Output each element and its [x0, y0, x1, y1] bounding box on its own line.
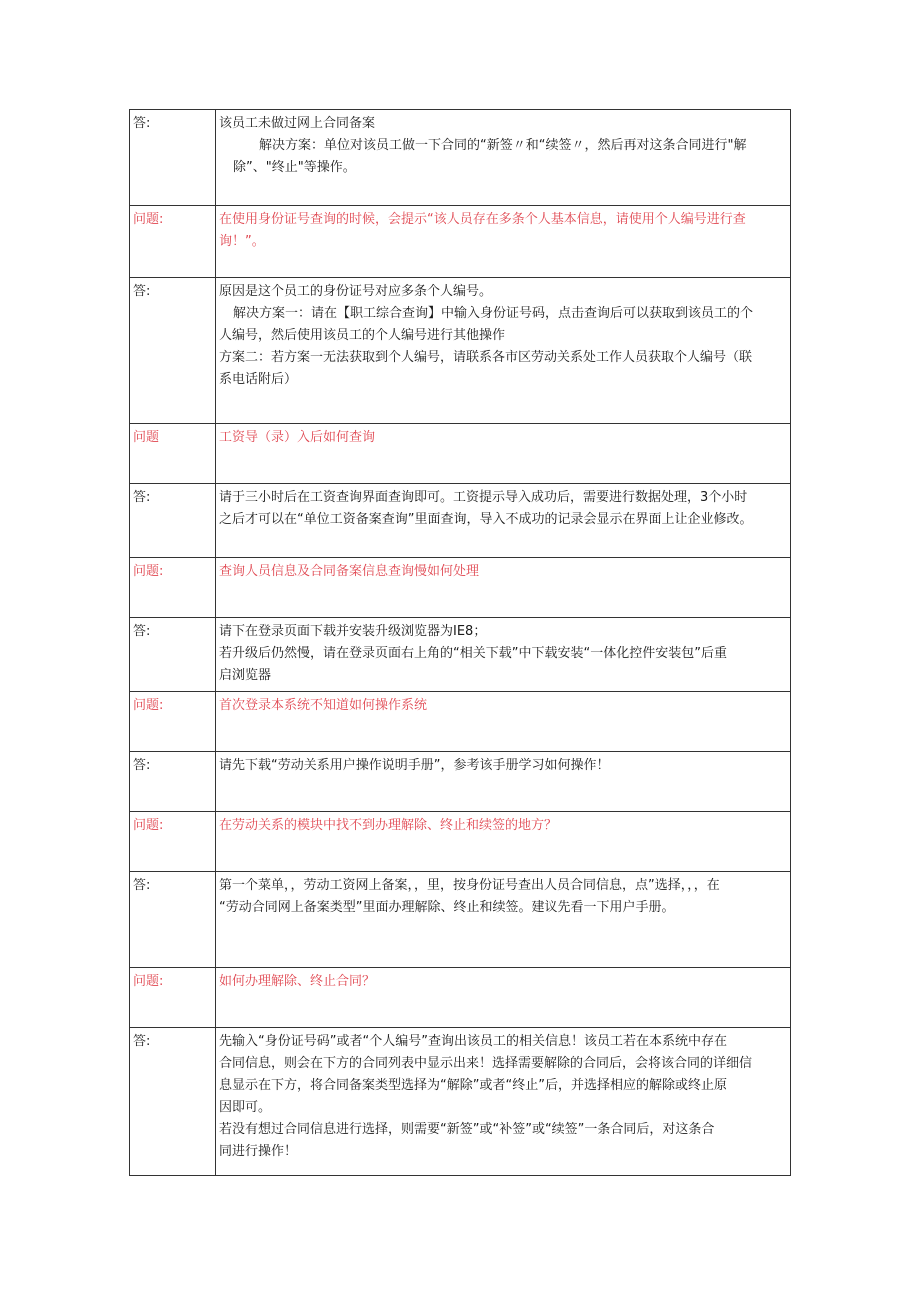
answer-text [216, 278, 791, 424]
text-line: 若没有想过合同信息进行选择，则需要“新签”或“补签”或“续签”一条合同后，对这条合 [219, 1122, 715, 1137]
answer-label: 答: [130, 110, 216, 206]
answer-text [216, 752, 791, 812]
answer-text [216, 1028, 791, 1176]
question-text [216, 692, 791, 752]
answer-row [130, 278, 791, 424]
text-line: 首次登录本系统不知道如何操作系统 [219, 698, 428, 713]
text-line: 如何办理解除、终止合同？ [219, 974, 376, 989]
question-row [130, 206, 791, 278]
answer-label: 答: [130, 872, 216, 968]
question-text [216, 206, 791, 278]
question-label: 问题 [130, 424, 216, 484]
question-row [130, 968, 791, 1028]
question-row [130, 692, 791, 752]
question-text [216, 968, 791, 1028]
answer-label: 答: [130, 1028, 216, 1176]
question-text [216, 558, 791, 618]
text-line: 询！”。 [219, 234, 265, 249]
text-line: 同进行操作！ [219, 1144, 298, 1159]
text-line: 方案二：若方案一无法获取到个人编号，请联系各市区劳动关系处工作人员获取个人编号（联 [219, 350, 753, 365]
text-line: 先输入“身份证号码”或者“个人编号”查询出该员工的相关信息！该员工若在本系统中存在 [219, 1034, 727, 1049]
question-label: 问题: [130, 968, 216, 1028]
text-line: 人编号，然后使用该员工的个人编号进行其他操作 [219, 328, 506, 343]
answer-row [130, 1028, 791, 1176]
answer-row [130, 618, 791, 692]
answer-label: 答: [130, 278, 216, 424]
answer-label: 答: [130, 484, 216, 558]
answer-text [216, 484, 791, 558]
text-line: 息显示在下方，将合同备案类型选择为“解除”或者“终止”后，并选择相应的解除或终止原 [219, 1078, 727, 1093]
text-line: 请先下载“劳动关系用户操作说明手册”，参考该手册学习如何操作！ [219, 758, 610, 773]
text-line: 查询人员信息及合同备案信息查询慢如何处理 [219, 564, 480, 579]
text-line: 请于三小时后在工资查询界面查询即可。工资提示导入成功后，需要进行数据处理，3个小时 [219, 490, 748, 505]
answer-text [216, 110, 791, 206]
text-line: 在使用身份证号查询的时候，会提示“该人员存在多条个人基本信息，请使用个人编号进行查 [219, 212, 746, 227]
text-line: 若升级后仍然慢，请在登录页面右上角的“相关下载”中下载安装“一体化控件安装包”后重 [219, 646, 727, 661]
answer-row [130, 872, 791, 968]
text-line: 除”、"终止"等操作。 [233, 160, 356, 175]
answer-text [216, 872, 791, 968]
question-row [130, 424, 791, 484]
text-line: 该员工未做过网上合同备案 [219, 116, 376, 131]
answer-label: 答: [130, 618, 216, 692]
question-row [130, 558, 791, 618]
answer-label: 答: [130, 752, 216, 812]
text-line: 第一个菜单，，劳动工资网上备案，，里，按身份证号查出人员合同信息，点”选择，，，在 [219, 878, 720, 893]
answer-row [130, 484, 791, 558]
text-line: 之后才可以在“单位工资备案查询”里面查询，导入不成功的记录会显示在界面上让企业修改。 [219, 512, 753, 527]
faq-table-body [130, 110, 791, 1176]
question-text [216, 424, 791, 484]
answer-text [216, 618, 791, 692]
text-line: “劳动合同网上备案类型”里面办理解除、终止和续签。建议先看一下用户手册。 [219, 900, 675, 915]
text-line: 系电话附后） [219, 372, 298, 387]
text-line: 解决方案：单位对该员工做一下合同的“新签〃和“续签〃，然后再对这条合同进行"解 [259, 138, 747, 153]
question-text [216, 812, 791, 872]
text-line: 启浏览器 [219, 668, 272, 683]
answer-row [130, 752, 791, 812]
question-label: 问题: [130, 206, 216, 278]
text-line: 合同信息，则会在下方的合同列表中显示出来！选择需要解除的合同后，会将该合同的详细信 [219, 1056, 753, 1071]
question-row [130, 812, 791, 872]
question-label: 问题: [130, 692, 216, 752]
text-line: 请下在登录页面下载并安装升级浏览器为IE8； [219, 624, 487, 639]
question-label: 问题: [130, 558, 216, 618]
text-line: 工资导（录）入后如何查询 [219, 430, 376, 445]
text-line: 在劳动关系的模块中找不到办理解除、终止和续签的地方？ [219, 818, 558, 833]
text-line: 原因是这个员工的身份证号对应多条个人编号。 [219, 284, 493, 299]
faq-table [129, 109, 791, 1176]
answer-row [130, 110, 791, 206]
text-line: 因即可。 [219, 1100, 272, 1115]
text-line: 解决方案一：请在【职工综合查询】中输入身份证号码，点击查询后可以获取到该员工的个 [233, 306, 754, 321]
question-label: 问题: [130, 812, 216, 872]
